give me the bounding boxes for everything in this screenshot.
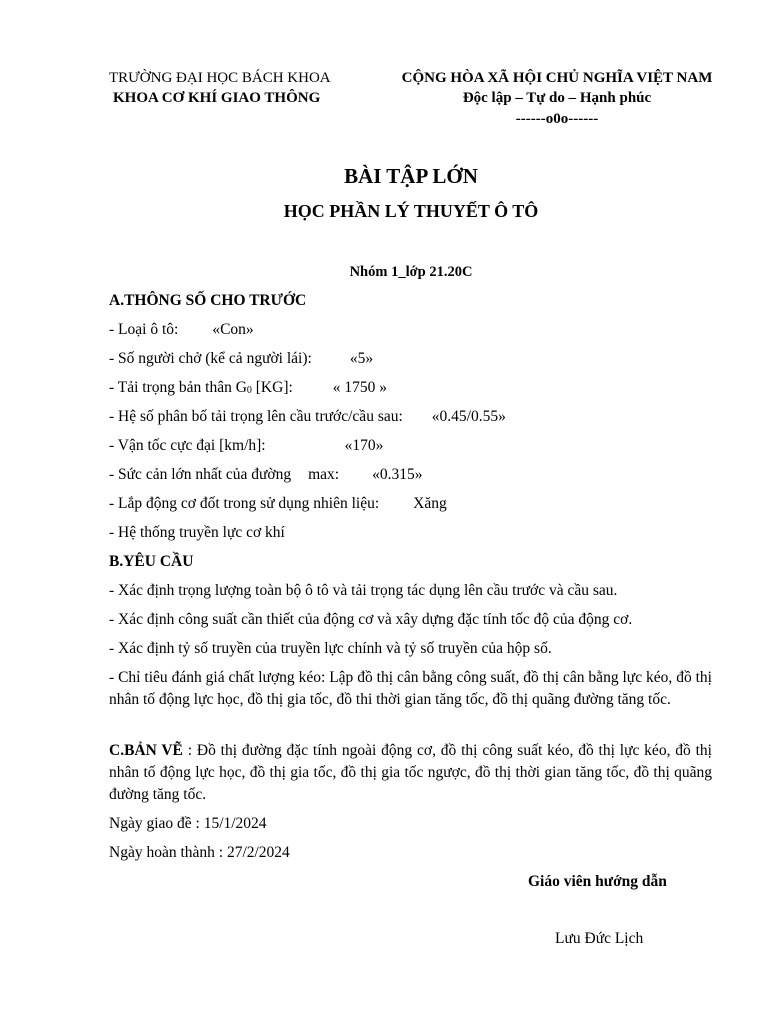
requirement-item: - Xác định trọng lượng toàn bộ ô tô và tải trọng tác dụng lên cầu trước và cầu sau.: [109, 582, 618, 599]
supervisor-name: Lưu Đức Lịch: [555, 930, 644, 947]
requirement-item: - Xác định tỷ số truyền của truyền lực chính và tỷ số truyền của hộp số.: [109, 640, 552, 657]
param-max-speed: - Vận tốc cực đại [km/h]: «170»: [109, 437, 384, 454]
requirement-item: - Chỉ tiêu đánh giá chất lượng kéo: Lập đồ thị cân bằng công suất, đồ thị cân bằng lực kéo, đồ thị nhân tố động lực học, đồ thị gia tốc, đồ thi thời gian tăng tốc, đồ thị quãng đường tăng tốc.: [109, 669, 712, 708]
requirement-item: - Xác định công suất cần thiết của động cơ và xây dựng đặc tính tốc độ của động cơ.: [109, 611, 633, 628]
national-motto: Độc lập – Tự do – Hạnh phúc: [462, 90, 652, 106]
section-b-heading: B.YÊU CẦU: [109, 553, 194, 570]
param-vehicle-type: - Loại ô tô: «Con»: [109, 321, 254, 338]
completion-date: Ngày hoàn thành : 27/2/2024: [109, 844, 290, 861]
supervisor-role: Giáo viên hướng dẫn: [528, 873, 667, 890]
motto-divider: ------o0o------: [515, 111, 599, 127]
group-class: Nhóm 1_lớp 21.20C: [349, 264, 473, 280]
university-name: TRƯỜNG ĐẠI HỌC BÁCH KHOA: [109, 70, 331, 86]
document-subtitle: HỌC PHẦN LÝ THUYẾT Ô TÔ: [283, 201, 539, 221]
param-max-road-resistance: - Sức cản lớn nhất của đường max: «0.315»: [109, 466, 423, 483]
param-load-distribution: - Hệ số phân bố tải trọng lên cầu trước/cầu sau: «0.45/0.55»: [109, 408, 506, 425]
section-c-text: : Đồ thị đường đặc tính ngoài động cơ, đồ thị công suất kéo, đồ thị lực kéo, đồ thị nhân tố động lực học, đồ thị gia tốc, đồ thị gia tốc ngược, đồ thị thời gian tăng tốc, đồ thị quãng đường tăng tốc.: [109, 742, 712, 803]
section-c-heading: C.BẢN VẼ: [109, 742, 183, 759]
faculty-name: KHOA CƠ KHÍ GIAO THÔNG: [113, 90, 321, 106]
param-curb-weight: - Tải trọng bản thân $G_0$ [KG]: « 1750 »: [109, 379, 388, 396]
param-passengers: - Số người chở (kể cả người lái): «5»: [109, 350, 374, 367]
document-title: BÀI TẬP LỚN: [344, 164, 478, 188]
assigned-date: Ngày giao đề : 15/1/2024: [109, 815, 267, 832]
param-transmission: - Hệ thống truyền lực cơ khí: [109, 524, 285, 541]
country-name: CỘNG HÒA XÃ HỘI CHỦ NGHĨA VIỆT NAM: [401, 70, 713, 86]
section-c-paragraph: [109, 740, 712, 806]
param-fuel-type: - Lắp động cơ đốt trong sử dụng nhiên liệu: Xăng: [109, 495, 447, 512]
section-a-heading: A.THÔNG SỐ CHO TRƯỚC: [109, 292, 307, 309]
